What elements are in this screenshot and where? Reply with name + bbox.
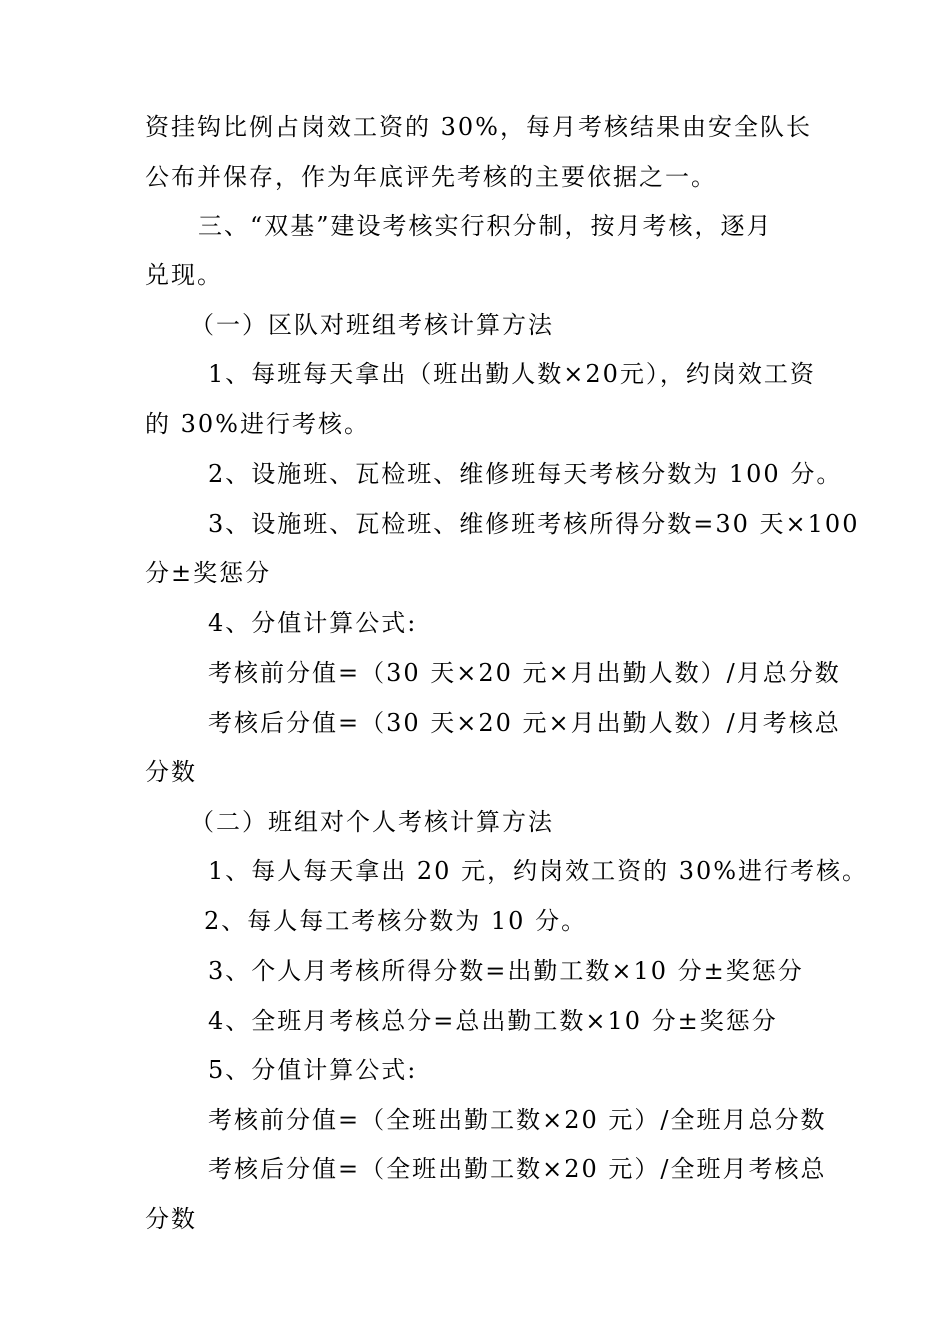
paragraph-line: 的 30%进行考核。 bbox=[145, 410, 370, 438]
paragraph-line: 分±奖惩分 bbox=[145, 559, 272, 587]
subsection-heading: （一）区队对班组考核计算方法 bbox=[190, 311, 554, 339]
list-item: 3、个人月考核所得分数=出勤工数×10 分±奖惩分 bbox=[208, 957, 804, 985]
paragraph-line: 资挂钩比例占岗效工资的 30%，每月考核结果由安全队长 bbox=[145, 113, 812, 141]
formula-line: 考核前分值=（全班出勤工数×20 元）/全班月总分数 bbox=[208, 1106, 827, 1134]
paragraph-line: 分数 bbox=[145, 1205, 197, 1233]
list-item: 2、每人每工考核分数为 10 分。 bbox=[204, 907, 588, 935]
formula-line: 考核后分值=（30 天×20 元×月出勤人数）/月考核总 bbox=[208, 709, 841, 737]
list-item: 1、每人每天拿出 20 元，约岗效工资的 30%进行考核。 bbox=[208, 857, 869, 885]
section-heading: 三、“双基”建设考核实行积分制，按月考核，逐月 bbox=[198, 212, 773, 240]
paragraph-line: 公布并保存，作为年底评先考核的主要依据之一。 bbox=[145, 163, 717, 191]
list-item: 5、分值计算公式: bbox=[208, 1056, 418, 1084]
paragraph-line: 分数 bbox=[145, 758, 197, 786]
list-item: 2、设施班、瓦检班、维修班每天考核分数为 100 分。 bbox=[208, 460, 843, 488]
list-item: 4、分值计算公式: bbox=[208, 609, 418, 637]
paragraph-line: 兑现。 bbox=[145, 261, 223, 289]
formula-line: 考核后分值=（全班出勤工数×20 元）/全班月考核总 bbox=[208, 1155, 827, 1183]
list-item: 4、全班月考核总分=总出勤工数×10 分±奖惩分 bbox=[208, 1007, 778, 1035]
formula-line: 考核前分值=（30 天×20 元×月出勤人数）/月总分数 bbox=[208, 659, 841, 687]
list-item: 1、每班每天拿出（班出勤人数×20元），约岗效工资 bbox=[208, 360, 816, 388]
subsection-heading: （二）班组对个人考核计算方法 bbox=[190, 808, 554, 836]
list-item: 3、设施班、瓦检班、维修班考核所得分数=30 天×100 bbox=[208, 510, 860, 538]
